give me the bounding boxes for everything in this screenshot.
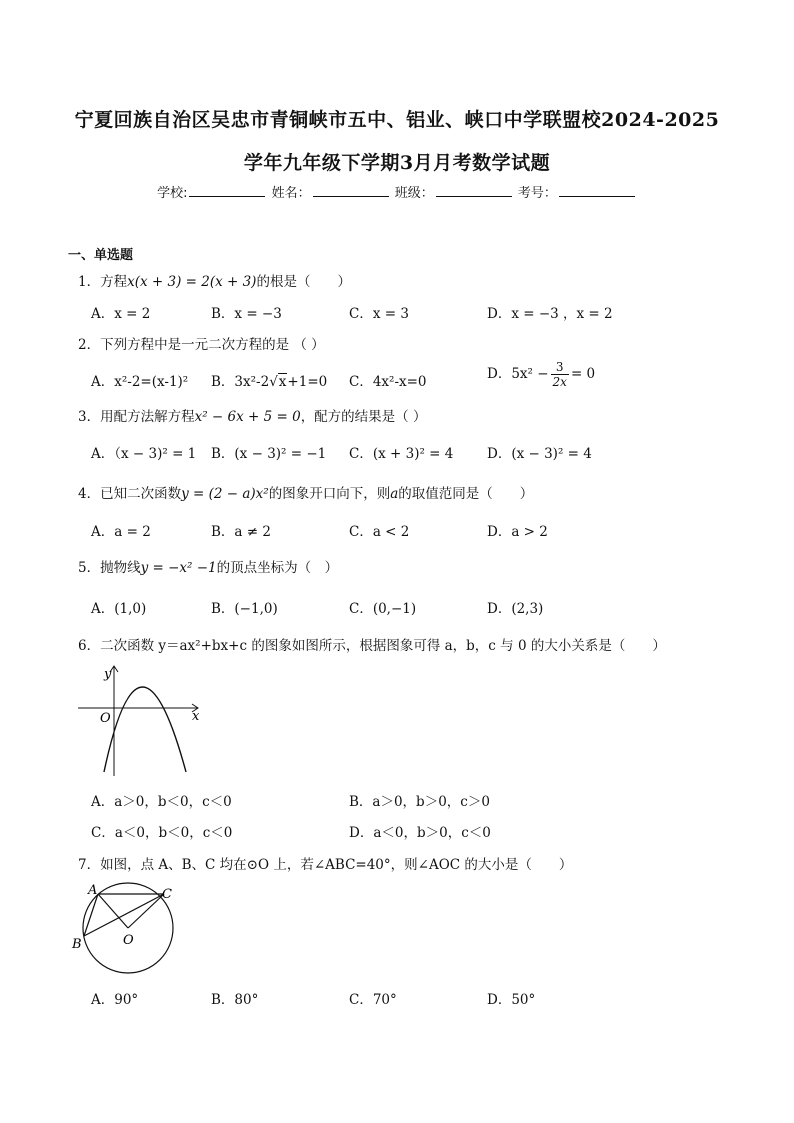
stem-text: 抛物线 bbox=[100, 560, 141, 576]
sqrt-sign: √ bbox=[269, 374, 278, 390]
option-a[interactable]: A．（x − 3)² = 1 bbox=[91, 446, 197, 462]
question-number: 5． bbox=[78, 560, 101, 576]
number-label: 考号： bbox=[517, 186, 557, 201]
option-text: = 0 bbox=[570, 366, 596, 382]
sqrt-radicand: x bbox=[278, 374, 287, 390]
question-1-stem bbox=[78, 270, 351, 290]
option-b[interactable] bbox=[211, 370, 327, 390]
school-label: 学校: bbox=[157, 186, 188, 201]
option-d[interactable]: D．(x − 3)² = 4 bbox=[487, 446, 592, 462]
fraction-numerator: 3 bbox=[551, 360, 569, 375]
question-6-stem bbox=[78, 634, 666, 654]
question-3-stem bbox=[78, 405, 426, 425]
fraction bbox=[551, 360, 569, 389]
page-title-line1: 宁夏回族自治区吴忠市青铜峡市五中、铝业、峡口中学联盟校2024-2025 bbox=[74, 109, 720, 131]
option-d[interactable]: D．(2,3) bbox=[487, 601, 544, 617]
origin-label: O bbox=[100, 711, 111, 726]
school-blank[interactable] bbox=[189, 182, 265, 197]
stem-text: 下列方程中是一元二次方程的是 （ ） bbox=[100, 337, 325, 353]
option-b[interactable]: B．(x − 3)² = −1 bbox=[211, 446, 327, 462]
question-7-stem bbox=[78, 853, 572, 873]
option-b[interactable]: B．80° bbox=[211, 992, 259, 1008]
option-d[interactable] bbox=[487, 360, 595, 389]
y-axis-label: y bbox=[104, 667, 112, 682]
option-b[interactable]: B．(−1,0) bbox=[211, 601, 278, 617]
question-number: 4． bbox=[78, 486, 101, 502]
option-a[interactable]: A．a = 2 bbox=[91, 524, 151, 540]
option-d[interactable]: D．x = −3 ，x = 2 bbox=[487, 306, 613, 322]
stem-text: 的顶点坐标为（ ） bbox=[216, 560, 339, 576]
stem-math: a bbox=[390, 486, 399, 502]
name-label: 姓名： bbox=[271, 186, 311, 201]
question-number: 6． bbox=[78, 638, 101, 654]
name-blank[interactable] bbox=[313, 182, 389, 197]
option-c[interactable]: C．4x²-x=0 bbox=[349, 374, 427, 390]
option-c[interactable]: C．(x + 3)² = 4 bbox=[349, 446, 454, 462]
question-4-stem bbox=[78, 482, 533, 502]
option-c[interactable]: C．(0,−1) bbox=[349, 601, 417, 617]
question-number: 2． bbox=[78, 337, 101, 353]
stem-text: ，配方的结果是（ ） bbox=[300, 409, 427, 425]
point-a-label: A bbox=[88, 883, 98, 898]
stem-text: 二次函数 y＝ax²+bx+c 的图象如图所示，根据图象可得 a，b，c 与 0 的大小关系是（ ） bbox=[100, 638, 666, 654]
stem-text: 方程 bbox=[100, 274, 128, 290]
stem-text: 的根是（ ） bbox=[256, 274, 351, 290]
question-number: 1． bbox=[78, 274, 101, 290]
question-2-stem bbox=[78, 333, 325, 353]
stem-text: 如图，点 A、B、C 均在⊙O 上，若∠ABC=40°，则∠AOC 的大小是（ ） bbox=[100, 857, 573, 873]
point-b-label: B bbox=[72, 937, 82, 952]
stem-text: 用配方法解方程 bbox=[100, 409, 195, 425]
class-blank[interactable] bbox=[436, 182, 512, 197]
stem-math: x(x + 3) = 2(x + 3) bbox=[127, 274, 257, 290]
point-c-label: C bbox=[162, 887, 172, 902]
option-d[interactable]: D．a＜0，b＞0，c＜0 bbox=[349, 825, 491, 841]
number-blank[interactable] bbox=[559, 182, 635, 197]
question-5-stem bbox=[78, 556, 338, 576]
option-text: +1=0 bbox=[287, 374, 328, 390]
segment-ao bbox=[98, 894, 128, 928]
stem-math: y = −x² −1 bbox=[140, 560, 217, 576]
class-label: 班级： bbox=[394, 186, 434, 201]
stem-math: y = (2 − a)x² bbox=[181, 486, 269, 502]
parabola-figure bbox=[74, 660, 214, 780]
option-b[interactable]: B．x = −3 bbox=[211, 306, 282, 322]
segment-oc bbox=[128, 894, 164, 928]
option-b[interactable]: B．a＞0，b＞0，c＞0 bbox=[349, 794, 490, 810]
option-a[interactable]: A．a＞0，b＜0，c＜0 bbox=[91, 794, 232, 810]
option-a[interactable]: A．(1,0) bbox=[91, 601, 147, 617]
option-c[interactable]: C．a＜0，b＜0，c＜0 bbox=[91, 825, 233, 841]
x-axis-label: x bbox=[192, 709, 200, 724]
stem-text: 的取值范同是（ ） bbox=[398, 486, 534, 502]
stem-math: x² − 6x + 5 = 0 bbox=[194, 409, 301, 425]
option-text: D．5x² − bbox=[487, 366, 549, 382]
stem-text: 的图象开口向下，则 bbox=[268, 486, 391, 502]
option-c[interactable]: C．a < 2 bbox=[349, 524, 410, 540]
section-heading: 一、单选题 bbox=[68, 248, 134, 263]
question-number: 3． bbox=[78, 409, 101, 425]
question-number: 7． bbox=[78, 857, 101, 873]
option-b[interactable]: B．a ≠ 2 bbox=[211, 524, 271, 540]
parabola-curve bbox=[104, 687, 186, 772]
option-c[interactable]: C．70° bbox=[349, 992, 397, 1008]
student-info-row bbox=[0, 182, 794, 201]
fraction-denominator: 2x bbox=[552, 375, 567, 389]
option-c[interactable]: C．x = 3 bbox=[349, 306, 409, 322]
option-d[interactable]: D．50° bbox=[487, 992, 536, 1008]
option-d[interactable]: D．a > 2 bbox=[487, 524, 548, 540]
option-a[interactable]: A．90° bbox=[91, 992, 139, 1008]
option-text: B．3x²-2 bbox=[211, 374, 270, 390]
stem-text: 已知二次函数 bbox=[100, 486, 182, 502]
option-a[interactable]: A．x²-2=(x-1)² bbox=[91, 374, 189, 390]
option-a[interactable]: A．x = 2 bbox=[91, 306, 151, 322]
circle-figure bbox=[68, 880, 188, 980]
page-title-line2: 学年九年级下学期3月月考数学试题 bbox=[243, 152, 551, 174]
point-o-label: O bbox=[123, 933, 134, 948]
